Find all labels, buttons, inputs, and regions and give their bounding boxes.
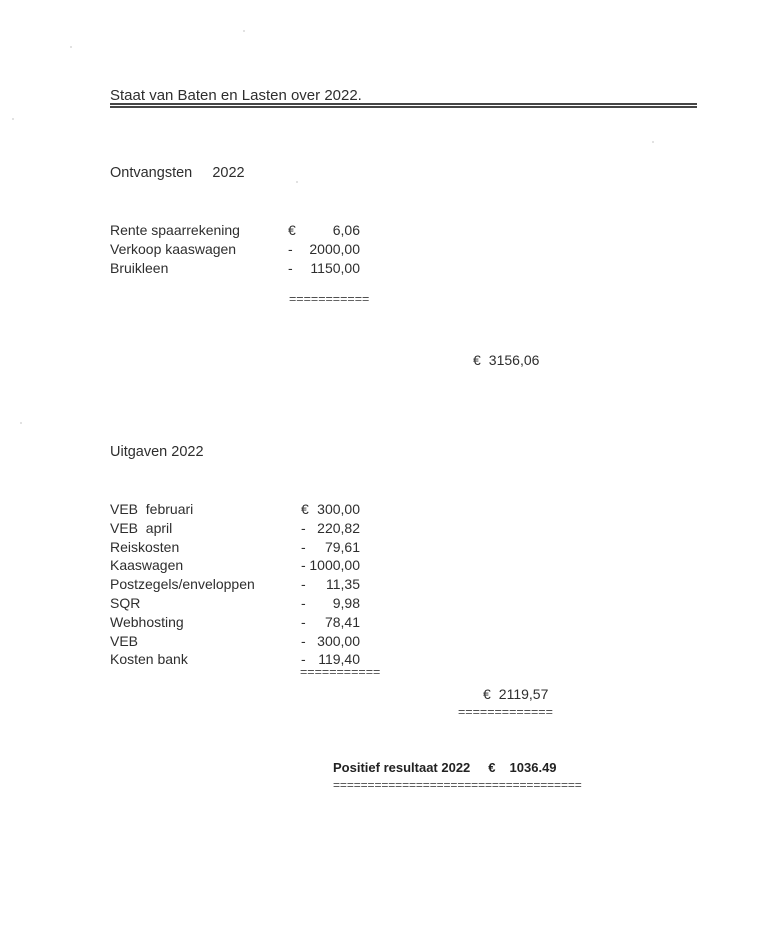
row-amount: 9,98: [332, 594, 360, 611]
row-label: VEB: [110, 632, 139, 649]
receipts-total-amount: 3156,06: [488, 352, 540, 368]
ditto-symbol: -: [301, 576, 306, 593]
row-amount: 11,35: [326, 576, 360, 593]
currency-symbol: €: [473, 352, 481, 368]
scan-speck: [243, 30, 245, 32]
table-row: [110, 259, 360, 278]
expenses-table: [110, 500, 360, 669]
row-label: Verkoop kaaswagen: [110, 240, 237, 257]
row-amount: 6,06: [332, 222, 360, 238]
row-label: VEB april: [110, 519, 173, 536]
table-row: [110, 538, 360, 557]
row-label: Bruikleen: [110, 259, 169, 276]
ditto-symbol: -: [301, 632, 306, 649]
currency-symbol: €: [301, 501, 309, 517]
expenses-total-separator-line: =============: [458, 705, 553, 719]
row-amount: 78,41: [324, 613, 360, 630]
expenses-total-amount: 2119,57: [498, 686, 549, 702]
scan-speck: [70, 46, 72, 48]
row-amount: 300,00: [317, 501, 360, 517]
receipts-table: [110, 221, 360, 277]
ditto-symbol: -: [301, 538, 306, 555]
ditto-symbol: -: [301, 557, 306, 574]
result-amount: 1036.49: [509, 760, 557, 775]
table-row: [110, 632, 360, 651]
receipts-heading: Ontvangsten 2022: [110, 165, 245, 181]
ditto-symbol: -: [301, 613, 306, 630]
result-row: [333, 759, 557, 776]
scan-speck: [296, 181, 298, 183]
currency-symbol: €: [288, 222, 296, 238]
receipts-separator-line: ===========: [289, 292, 370, 306]
table-row: [110, 500, 360, 519]
row-label: SQR: [110, 594, 141, 611]
title-underline-rule: [110, 103, 697, 108]
ditto-symbol: -: [301, 651, 306, 668]
expenses-heading: Uitgaven 2022: [110, 444, 204, 460]
row-amount: 1000,00: [309, 557, 360, 574]
currency-symbol: €: [488, 760, 496, 775]
table-row: [110, 221, 360, 240]
table-row: [110, 613, 360, 632]
row-amount: 1150,00: [310, 259, 360, 276]
row-label: Reiskosten: [110, 538, 180, 555]
receipts-total: [473, 352, 539, 368]
row-label: VEB februari: [110, 501, 194, 517]
expenses-separator-line: ===========: [300, 665, 381, 679]
row-amount: 2000,00: [309, 240, 360, 257]
row-label: Postzegels/enveloppen: [110, 576, 255, 593]
row-amount: 79,61: [324, 538, 360, 555]
scan-speck: [12, 118, 14, 120]
ditto-symbol: -: [301, 594, 306, 611]
table-row: [110, 575, 360, 594]
result-separator-line: ====================================: [333, 778, 582, 792]
currency-symbol: €: [483, 686, 491, 702]
table-row: [110, 594, 360, 613]
row-amount: 300,00: [317, 632, 360, 649]
ditto-symbol: -: [288, 259, 293, 276]
table-row: [110, 519, 360, 538]
row-label: Webhosting: [110, 613, 184, 630]
scan-speck: [652, 141, 654, 143]
ditto-symbol: -: [288, 240, 293, 257]
ditto-symbol: -: [301, 519, 306, 536]
row-label: Rente spaarrekening: [110, 222, 240, 238]
row-label: Kosten bank: [110, 651, 188, 668]
row-label: Kaaswagen: [110, 557, 184, 574]
expenses-total: [483, 686, 548, 702]
result-label: Positief resultaat 2022: [333, 760, 471, 775]
document-title: Staat van Baten en Lasten over 2022.: [110, 87, 362, 104]
scan-speck: [20, 422, 22, 424]
table-row: [110, 240, 360, 259]
row-amount: 220,82: [317, 519, 360, 536]
table-row: [110, 556, 360, 575]
row-amount: 119,40: [318, 651, 360, 668]
